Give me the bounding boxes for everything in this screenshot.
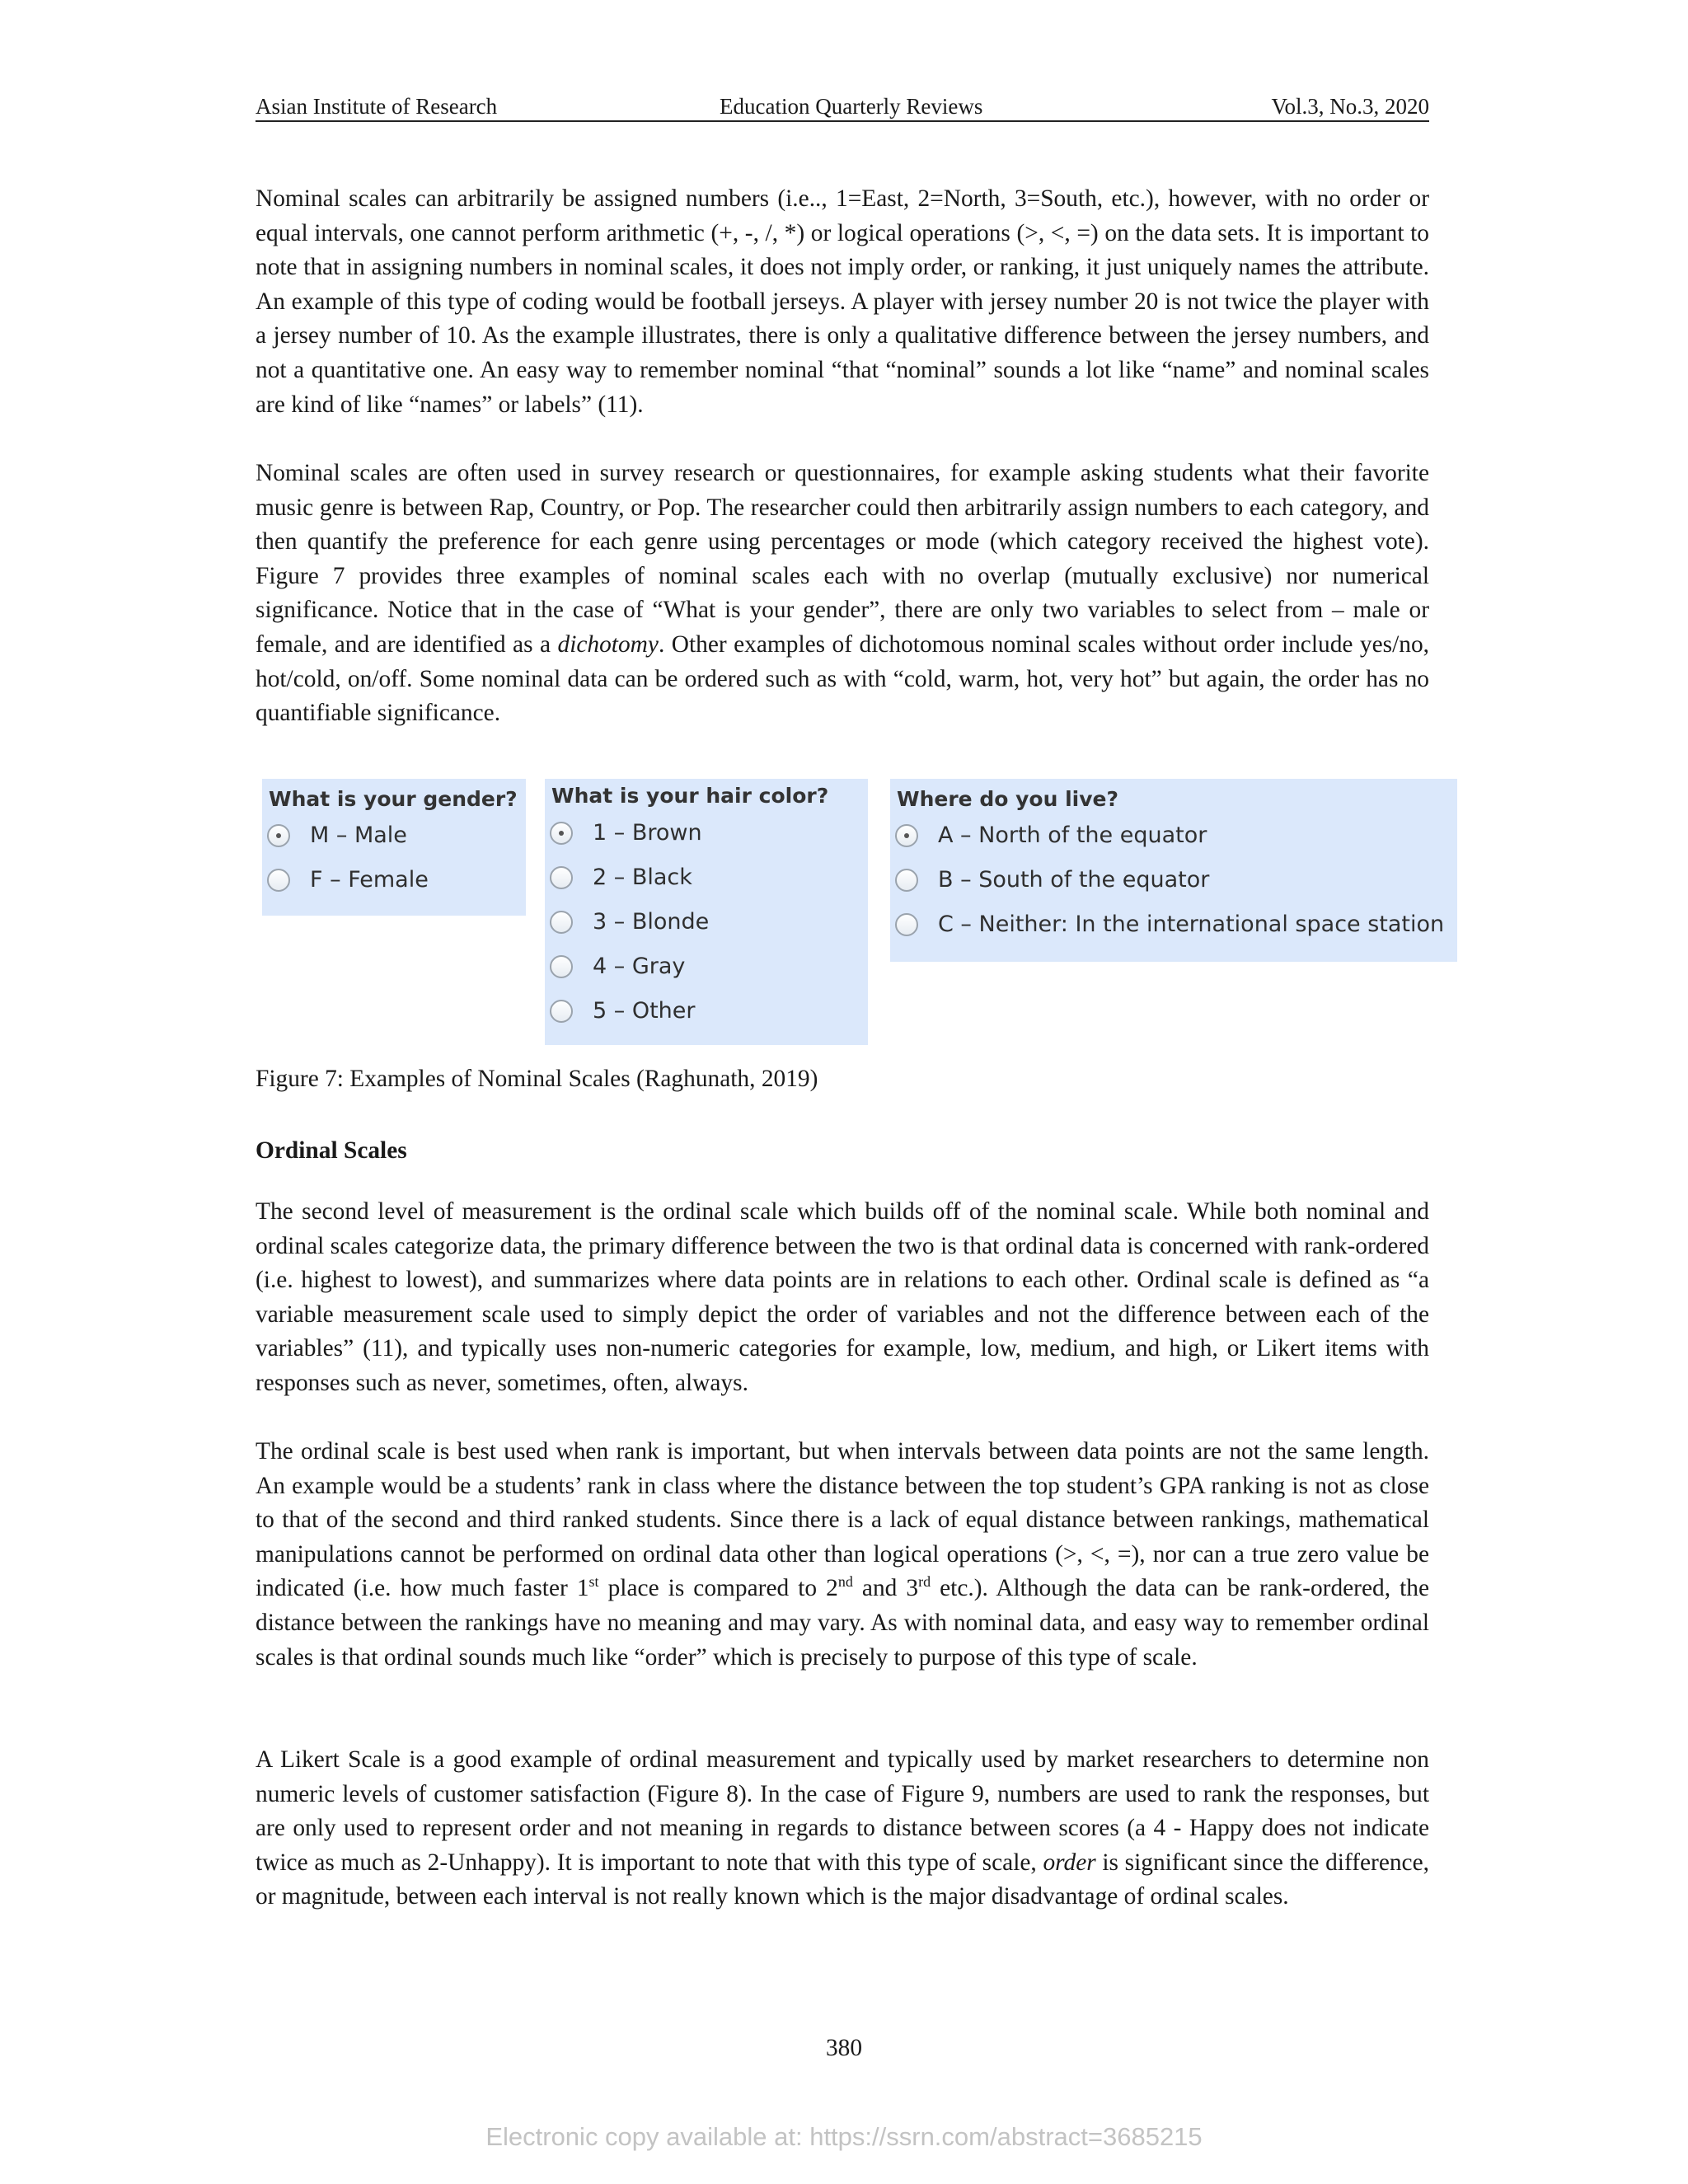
option-label: A – North of the equator — [938, 823, 1207, 848]
paragraph-text: Nominal scales are often used in survey research or questionnaires, for example asking students what their favorite music genre is between Rap, Country, or Pop. The researcher could then arbitrarily assign numbers to each category, and then quantify the preference for each genre using percentages or mode (which category received the highest vote). Figure 7 provides three examples of nominal scales each with no overlap (mutually exclusive) nor numerical significance. Notice that in the case of “What is your gender”, there are only two variables to select from – male or female, and are identified as a — [256, 460, 1429, 658]
paragraph-text: etc.). Although the data can be rank-ordered, the distance between the rankings have no meaning and may vary. As with nominal data, and easy way to remember ordinal scales is that ordinal sounds much like “order” which is precisely to purpose of this type of scale. — [256, 1575, 1430, 1671]
radio-empty-icon[interactable] — [550, 866, 573, 889]
ssrn-footer: Electronic copy available at: https://ssrn.com/abstract=3685215 — [485, 2122, 1203, 2151]
superscript-st: st — [588, 1573, 599, 1591]
paragraph-text: . Other examples of dichotomous nominal scales without order include yes/no, hot/cold, on/off. Some nominal data can be ordered such as with “cold, warm, hot, very hot” but again, the order has no quantifiable significance. — [256, 630, 1429, 727]
page-number: 380 — [825, 2035, 863, 2061]
hair-question-panel — [545, 779, 868, 1045]
header-institute: Asian Institute of Research — [256, 94, 498, 119]
header-journal: Education Quarterly Reviews — [720, 94, 983, 119]
paragraph-nominal-survey — [256, 457, 1429, 731]
option-label: 3 – Blonde — [593, 909, 710, 935]
superscript-rd: rd — [918, 1573, 931, 1591]
figure-caption: Figure 7: Examples of Nominal Scales (Raghunath, 2019) — [256, 1066, 818, 1092]
residence-question-panel — [890, 779, 1457, 962]
gender-question: What is your gender? — [269, 787, 518, 811]
option-label: 5 – Other — [593, 998, 696, 1024]
radio-empty-icon[interactable] — [267, 869, 290, 892]
residence-question: Where do you live? — [897, 787, 1118, 811]
paragraph-text: A Likert Scale is a good example of ordinal measurement and typically used by market researchers to determine non numeric levels of customer satisfaction (Figure 8). In the case of Figure 9, numbers are used to rank the responses, but are only used to represent order and not meaning in regards to distance between scores (a 4 - Happy does not indicate twice as much as 2-Unhappy). It is important to note that with this type of scale, — [256, 1746, 1429, 1876]
section-heading: Ordinal Scales — [256, 1137, 407, 1164]
paragraph-likert — [256, 1743, 1429, 1915]
radio-empty-icon[interactable] — [895, 913, 918, 936]
option-label: M – Male — [310, 823, 407, 848]
radio-empty-icon[interactable] — [550, 1000, 573, 1023]
superscript-nd: nd — [837, 1573, 853, 1591]
paragraph-ordinal-usage — [256, 1435, 1429, 1675]
paragraph-nominal-intro: Nominal scales can arbitrarily be assigned numbers (i.e.., 1=East, 2=North, 3=South, etc.), however, with no order or equal intervals, one cannot perform arithmetic (+, -, /, *) or logical operations (>, <, =) on the data sets. It is important to note that in assigning numbers in nominal scales, it does not imply order, or ranking, it just uniquely names the attribute. An example of this type of coding would be football jerseys. A player with jersey number 20 is not twice the player with a jersey number of 10. As the example illustrates, there is only a qualitative difference between the jersey numbers, and not a quantitative one. An easy way to remember nominal “that “nominal” sounds a lot like “name” and nominal scales are kind of like “names” or labels” (11). — [256, 185, 1429, 418]
header-volume: Vol.3, No.3, 2020 — [1271, 94, 1429, 119]
emphasis-order: order — [1043, 1849, 1096, 1876]
option-label: 2 – Black — [593, 865, 692, 890]
radio-selected-icon[interactable] — [550, 822, 573, 845]
option-label: 4 – Gray — [593, 954, 686, 979]
gender-question-panel — [262, 779, 526, 916]
paragraph-ordinal-definition: The second level of measurement is the ordinal scale which builds off of the nominal scale. While both nominal and ordinal scales categorize data, the primary difference between the two is that ordinal data is concerned with rank-ordered (i.e. highest to lowest), and summarizes where data points are in relations to each other. Ordinal scale is defined as “a variable measurement scale used to simply depict the order of variables and not the difference between each of the variables” (11), and typically uses non-numeric categories for example, low, medium, and high, or Likert items with responses such as never, sometimes, often, always. — [256, 1198, 1429, 1396]
option-label: C – Neither: In the international space station — [938, 912, 1445, 937]
paragraph-text: is significant since the difference, or magnitude, between each interval is not really known which is the major disadvantage of ordinal scales. — [256, 1849, 1429, 1910]
radio-empty-icon[interactable] — [550, 911, 573, 934]
option-label: F – Female — [310, 867, 429, 893]
paragraph-text: and 3 — [852, 1575, 919, 1602]
radio-selected-icon[interactable] — [895, 824, 918, 847]
emphasis-dichotomy: dichotomy — [557, 630, 659, 658]
radio-empty-icon[interactable] — [895, 869, 918, 892]
running-header — [256, 92, 1429, 122]
paragraph-text: place is compared to 2 — [598, 1575, 838, 1602]
radio-selected-icon[interactable] — [267, 824, 290, 847]
hair-question: What is your hair color? — [551, 784, 829, 808]
paragraph-text: The ordinal scale is best used when rank is important, but when intervals between data points are not the same length. An example would be a students’ rank in class where the distance between the top student’s GPA ranking is not as close to that of the second and third ranked students. Since there is a lack of equal distance between rankings, mathematical manipulations cannot be performed on ordinal data other than logical operations (>, <, =), nor can a true zero value be indicated (i.e. how much faster 1 — [256, 1438, 1429, 1602]
option-label: 1 – Brown — [593, 820, 702, 846]
radio-empty-icon[interactable] — [550, 955, 573, 978]
option-label: B – South of the equator — [938, 867, 1210, 893]
